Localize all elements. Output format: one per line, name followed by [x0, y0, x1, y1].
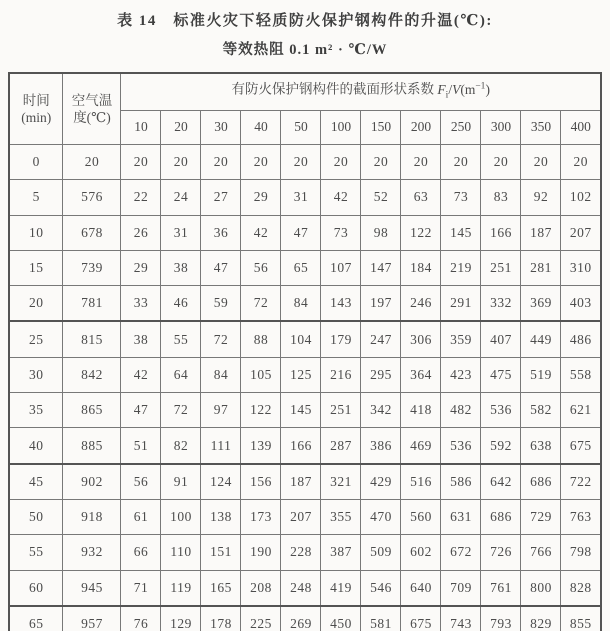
temp-value-cell: 364 [401, 357, 441, 392]
time-cell: 10 [9, 215, 63, 250]
time-header-line2: (min) [21, 110, 52, 125]
table-row [9, 535, 601, 570]
temp-value-cell: 295 [361, 357, 401, 392]
shape-factor-column-header: 250 [441, 111, 481, 145]
temp-value-cell: 102 [561, 180, 601, 215]
air-temp-cell: 932 [63, 535, 121, 570]
temp-value-cell: 355 [321, 499, 361, 534]
temp-value-cell: 73 [321, 215, 361, 250]
temp-value-cell: 139 [241, 428, 281, 464]
temp-value-cell: 84 [281, 286, 321, 322]
temp-value-cell: 509 [361, 535, 401, 570]
time-cell: 45 [9, 464, 63, 500]
temp-value-cell: 672 [441, 535, 481, 570]
temp-value-cell: 269 [281, 606, 321, 631]
temp-value-cell: 470 [361, 499, 401, 534]
temp-value-cell: 20 [481, 145, 521, 180]
temp-value-cell: 251 [321, 393, 361, 428]
shape-factor-column-header: 400 [561, 111, 601, 145]
temp-value-cell: 72 [201, 321, 241, 357]
temp-value-cell: 73 [441, 180, 481, 215]
temp-value-cell: 581 [361, 606, 401, 631]
temp-value-cell: 20 [521, 145, 561, 180]
table-row [9, 464, 601, 500]
temp-value-cell: 42 [241, 215, 281, 250]
temp-value-cell: 24 [161, 180, 201, 215]
temp-value-cell: 407 [481, 321, 521, 357]
temp-value-cell: 743 [441, 606, 481, 631]
temp-value-cell: 26 [121, 215, 161, 250]
temp-value-cell: 63 [401, 180, 441, 215]
temp-value-cell: 369 [521, 286, 561, 322]
table-row [9, 145, 601, 180]
temp-value-cell: 558 [561, 357, 601, 392]
air-temp-cell: 678 [63, 215, 121, 250]
temp-value-cell: 111 [201, 428, 241, 464]
temp-value-cell: 207 [281, 499, 321, 534]
temp-value-cell: 359 [441, 321, 481, 357]
air-temp-cell: 781 [63, 286, 121, 322]
temp-value-cell: 20 [561, 145, 601, 180]
temp-value-cell: 91 [161, 464, 201, 500]
temp-value-cell: 56 [121, 464, 161, 500]
temp-value-cell: 516 [401, 464, 441, 500]
air-temp-cell: 957 [63, 606, 121, 631]
time-cell: 20 [9, 286, 63, 322]
time-column-header [9, 73, 63, 145]
temp-value-cell: 475 [481, 357, 521, 392]
temp-value-cell: 449 [521, 321, 561, 357]
temp-value-cell: 72 [161, 393, 201, 428]
temp-value-cell: 536 [481, 393, 521, 428]
temp-value-cell: 675 [401, 606, 441, 631]
temp-value-cell: 56 [241, 250, 281, 285]
time-cell: 65 [9, 606, 63, 631]
temp-value-cell: 47 [281, 215, 321, 250]
temp-value-cell: 423 [441, 357, 481, 392]
temp-value-cell: 726 [481, 535, 521, 570]
temp-value-cell: 83 [481, 180, 521, 215]
temp-value-cell: 27 [201, 180, 241, 215]
temp-value-cell: 178 [201, 606, 241, 631]
shape-factor-column-header: 350 [521, 111, 561, 145]
air-temp-cell: 20 [63, 145, 121, 180]
table-row [9, 321, 601, 357]
temp-value-cell: 586 [441, 464, 481, 500]
shape-factor-column-header: 50 [281, 111, 321, 145]
temp-value-cell: 602 [401, 535, 441, 570]
temp-value-cell: 33 [121, 286, 161, 322]
shape-factor-column-header: 30 [201, 111, 241, 145]
time-cell: 0 [9, 145, 63, 180]
temp-value-cell: 582 [521, 393, 561, 428]
temp-value-cell: 829 [521, 606, 561, 631]
temp-value-cell: 281 [521, 250, 561, 285]
temp-value-cell: 387 [321, 535, 361, 570]
air-temp-header-line1: 空气温 [71, 93, 113, 108]
air-temp-cell: 865 [63, 393, 121, 428]
temp-value-cell: 403 [561, 286, 601, 322]
temp-value-cell: 147 [361, 250, 401, 285]
time-cell: 5 [9, 180, 63, 215]
temp-value-cell: 855 [561, 606, 601, 631]
temp-value-cell: 450 [321, 606, 361, 631]
temp-value-cell: 20 [201, 145, 241, 180]
temp-value-cell: 64 [161, 357, 201, 392]
temp-value-cell: 20 [321, 145, 361, 180]
temp-value-cell: 55 [161, 321, 201, 357]
temp-value-cell: 82 [161, 428, 201, 464]
temp-value-cell: 486 [561, 321, 601, 357]
temp-value-cell: 287 [321, 428, 361, 464]
shape-factor-span-header [121, 73, 601, 111]
temp-value-cell: 766 [521, 535, 561, 570]
temp-value-cell: 110 [161, 535, 201, 570]
shape-factor-column-header: 20 [161, 111, 201, 145]
time-cell: 25 [9, 321, 63, 357]
temp-value-cell: 800 [521, 570, 561, 606]
temp-value-cell: 61 [121, 499, 161, 534]
temp-value-cell: 125 [281, 357, 321, 392]
temp-value-cell: 124 [201, 464, 241, 500]
temp-value-cell: 59 [201, 286, 241, 322]
temp-value-cell: 31 [161, 215, 201, 250]
temp-value-cell: 321 [321, 464, 361, 500]
temp-value-cell: 36 [201, 215, 241, 250]
temp-value-cell: 20 [401, 145, 441, 180]
shape-factor-column-header: 300 [481, 111, 521, 145]
temp-value-cell: 156 [241, 464, 281, 500]
temp-value-cell: 138 [201, 499, 241, 534]
air-temp-header-line2: 度(℃) [73, 110, 111, 125]
temp-value-cell: 197 [361, 286, 401, 322]
temp-value-cell: 828 [561, 570, 601, 606]
temp-value-cell: 42 [121, 357, 161, 392]
temp-value-cell: 52 [361, 180, 401, 215]
temp-value-cell: 482 [441, 393, 481, 428]
temp-value-cell: 42 [321, 180, 361, 215]
temp-value-cell: 51 [121, 428, 161, 464]
table-row [9, 393, 601, 428]
temp-value-cell: 88 [241, 321, 281, 357]
table-row [9, 180, 601, 215]
temp-value-cell: 187 [521, 215, 561, 250]
time-cell: 40 [9, 428, 63, 464]
temp-value-cell: 122 [401, 215, 441, 250]
table-row [9, 250, 601, 285]
temp-value-cell: 105 [241, 357, 281, 392]
temp-value-cell: 246 [401, 286, 441, 322]
temp-value-cell: 686 [521, 464, 561, 500]
temp-value-cell: 145 [281, 393, 321, 428]
temp-value-cell: 642 [481, 464, 521, 500]
temp-value-cell: 219 [441, 250, 481, 285]
table-row [9, 428, 601, 464]
table-row [9, 357, 601, 392]
temp-value-cell: 22 [121, 180, 161, 215]
temp-value-cell: 76 [121, 606, 161, 631]
time-cell: 60 [9, 570, 63, 606]
table-row [9, 499, 601, 534]
temp-value-cell: 166 [481, 215, 521, 250]
temp-value-cell: 100 [161, 499, 201, 534]
temp-value-cell: 248 [281, 570, 321, 606]
temp-value-cell: 29 [241, 180, 281, 215]
temp-value-cell: 184 [401, 250, 441, 285]
temp-value-cell: 207 [561, 215, 601, 250]
shape-factor-column-header: 10 [121, 111, 161, 145]
temperature-rise-table [8, 72, 602, 631]
temp-value-cell: 187 [281, 464, 321, 500]
temp-value-cell: 621 [561, 393, 601, 428]
temp-value-cell: 71 [121, 570, 161, 606]
temp-value-cell: 190 [241, 535, 281, 570]
temp-value-cell: 20 [241, 145, 281, 180]
temp-value-cell: 536 [441, 428, 481, 464]
temp-value-cell: 20 [441, 145, 481, 180]
temp-value-cell: 119 [161, 570, 201, 606]
shape-factor-column-header: 40 [241, 111, 281, 145]
temp-value-cell: 709 [441, 570, 481, 606]
air-temp-cell: 815 [63, 321, 121, 357]
temp-value-cell: 179 [321, 321, 361, 357]
air-temp-cell: 885 [63, 428, 121, 464]
temp-value-cell: 216 [321, 357, 361, 392]
temp-value-cell: 20 [281, 145, 321, 180]
table-row [9, 215, 601, 250]
temp-value-cell: 72 [241, 286, 281, 322]
temp-value-cell: 47 [121, 393, 161, 428]
temp-value-cell: 675 [561, 428, 601, 464]
temp-value-cell: 342 [361, 393, 401, 428]
temp-value-cell: 419 [321, 570, 361, 606]
temp-value-cell: 65 [281, 250, 321, 285]
time-header-line1: 时间 [22, 93, 50, 108]
temp-value-cell: 129 [161, 606, 201, 631]
temp-value-cell: 228 [281, 535, 321, 570]
temp-value-cell: 107 [321, 250, 361, 285]
temp-value-cell: 97 [201, 393, 241, 428]
temp-value-cell: 722 [561, 464, 601, 500]
temp-value-cell: 143 [321, 286, 361, 322]
temp-value-cell: 793 [481, 606, 521, 631]
temp-value-cell: 165 [201, 570, 241, 606]
air-temp-cell: 945 [63, 570, 121, 606]
shape-factor-label: 有防火保护钢构件的截面形状系数 [231, 81, 435, 97]
temp-value-cell: 729 [521, 499, 561, 534]
temp-value-cell: 310 [561, 250, 601, 285]
temp-value-cell: 519 [521, 357, 561, 392]
temp-value-cell: 47 [201, 250, 241, 285]
shape-factor-column-header: 200 [401, 111, 441, 145]
temp-value-cell: 686 [481, 499, 521, 534]
temp-value-cell: 66 [121, 535, 161, 570]
temp-value-cell: 798 [561, 535, 601, 570]
temp-value-cell: 546 [361, 570, 401, 606]
temp-value-cell: 46 [161, 286, 201, 322]
temp-value-cell: 20 [161, 145, 201, 180]
temp-value-cell: 151 [201, 535, 241, 570]
time-cell: 30 [9, 357, 63, 392]
temp-value-cell: 761 [481, 570, 521, 606]
temp-value-cell: 332 [481, 286, 521, 322]
time-cell: 50 [9, 499, 63, 534]
air-temp-cell: 902 [63, 464, 121, 500]
air-temp-cell: 739 [63, 250, 121, 285]
table-title: 表 14 标准火灾下轻质防火保护钢构件的升温(℃): [117, 13, 493, 29]
air-temp-column-header [63, 73, 121, 145]
table-body [9, 145, 601, 631]
table-row [9, 606, 601, 631]
header-row-main [9, 73, 601, 111]
time-cell: 35 [9, 393, 63, 428]
air-temp-cell: 842 [63, 357, 121, 392]
time-cell: 55 [9, 535, 63, 570]
temp-value-cell: 631 [441, 499, 481, 534]
temp-value-cell: 208 [241, 570, 281, 606]
temp-value-cell: 638 [521, 428, 561, 464]
temp-value-cell: 20 [361, 145, 401, 180]
shape-factor-formula: $F_i/V(m^{-1})$ [437, 81, 490, 101]
temp-value-cell: 84 [201, 357, 241, 392]
air-temp-cell: 918 [63, 499, 121, 534]
temp-value-cell: 38 [121, 321, 161, 357]
temp-value-cell: 592 [481, 428, 521, 464]
air-temp-cell: 576 [63, 180, 121, 215]
temp-value-cell: 386 [361, 428, 401, 464]
temp-value-cell: 640 [401, 570, 441, 606]
temp-value-cell: 92 [521, 180, 561, 215]
temp-value-cell: 469 [401, 428, 441, 464]
temp-value-cell: 104 [281, 321, 321, 357]
temp-value-cell: 145 [441, 215, 481, 250]
temp-value-cell: 418 [401, 393, 441, 428]
table-row [9, 570, 601, 606]
temp-value-cell: 29 [121, 250, 161, 285]
temp-value-cell: 38 [161, 250, 201, 285]
temp-value-cell: 560 [401, 499, 441, 534]
temp-value-cell: 306 [401, 321, 441, 357]
temp-value-cell: 763 [561, 499, 601, 534]
temp-value-cell: 225 [241, 606, 281, 631]
temp-value-cell: 31 [281, 180, 321, 215]
temp-value-cell: 98 [361, 215, 401, 250]
temp-value-cell: 166 [281, 428, 321, 464]
temp-value-cell: 247 [361, 321, 401, 357]
temp-value-cell: 291 [441, 286, 481, 322]
temp-value-cell: 20 [121, 145, 161, 180]
temp-value-cell: 429 [361, 464, 401, 500]
table-subtitle: 等效热阻 0.1 m² · ℃/W [222, 42, 388, 58]
temp-value-cell: 251 [481, 250, 521, 285]
temp-value-cell: 122 [241, 393, 281, 428]
shape-factor-column-header: 150 [361, 111, 401, 145]
table-row [9, 286, 601, 322]
shape-factor-column-header: 100 [321, 111, 361, 145]
temp-value-cell: 173 [241, 499, 281, 534]
time-cell: 15 [9, 250, 63, 285]
